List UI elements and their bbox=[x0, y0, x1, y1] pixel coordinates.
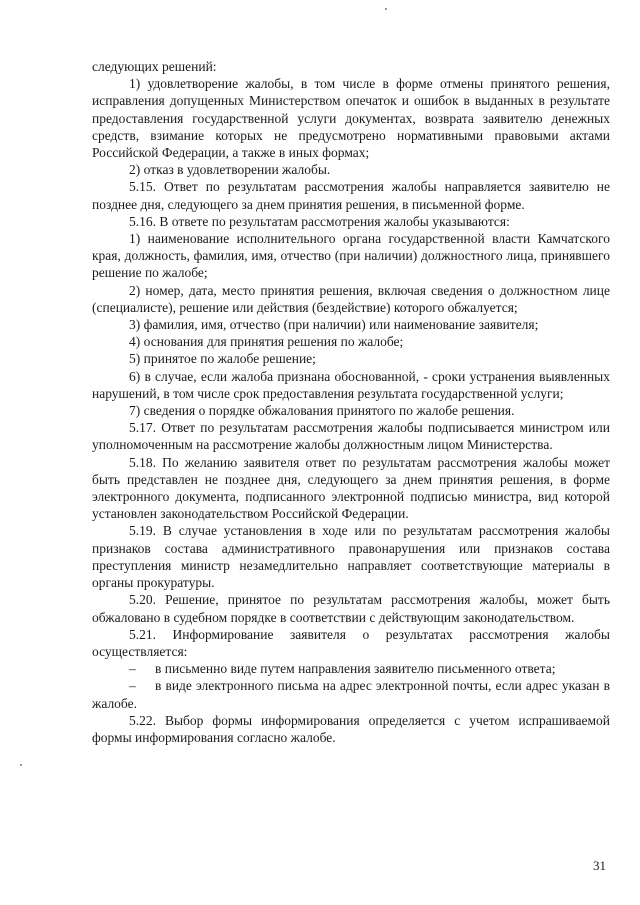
dash-marker: – bbox=[129, 678, 136, 694]
paragraph: 4) основания для принятия решения по жалобе; bbox=[129, 334, 404, 350]
paragraph: 5.19. В случае установления в ходе или по результатам рассмотрения жалобы признаков состава административного правонарушения или признаков состава преступления министр незамедлительно направляет соответствующие материалы в органы прокуратуры. bbox=[92, 523, 610, 591]
dash-marker: – bbox=[129, 661, 136, 677]
paragraph: 7) сведения о порядке обжалования принятого по жалобе решения. bbox=[129, 403, 515, 419]
paragraph: 5.15. Ответ по результатам рассмотрения жалобы направляется заявителю не позднее дня, следующего за днем принятия решения, в письменной форме. bbox=[92, 179, 610, 212]
paragraph: 5.20. Решение, принятое по результатам рассмотрения жалобы, может быть обжаловано в судебном порядке в соответствии с действующим законодательством. bbox=[92, 592, 610, 625]
document-body bbox=[92, 58, 610, 746]
scan-speck bbox=[385, 8, 387, 10]
scan-speck bbox=[20, 764, 22, 766]
paragraph: 2) отказ в удовлетворении жалобы. bbox=[129, 162, 331, 178]
list-item-text: в письменно виде путем направления заявителю письменного ответа; bbox=[155, 661, 556, 677]
paragraph: 5.17. Ответ по результатам рассмотрения жалобы подписывается министром или уполномоченным на рассмотрение жалобы должностным лицом Министерства. bbox=[92, 420, 610, 453]
paragraph: 1) наименование исполнительного органа государственной власти Камчатского края, должность, фамилия, имя, отчество (при наличии) должностного лица, принявшего решение по жалобе; bbox=[92, 231, 610, 281]
paragraph: 3) фамилия, имя, отчество (при наличии) или наименование заявителя; bbox=[129, 317, 539, 333]
paragraph: 6) в случае, если жалоба признана обоснованной, - сроки устранения выявленных нарушений, в том числе срок предоставления результата государственной услуги; bbox=[92, 368, 610, 401]
list-item-text: в виде электронного письма на адрес электронной почты, если адрес указан в жалобе. bbox=[92, 678, 610, 711]
paragraph: 2) номер, дата, место принятия решения, включая сведения о должностном лице (специалисте), решение или действия (бездействие) которого обжалуется; bbox=[92, 282, 610, 315]
paragraph: 5) принятое по жалобе решение; bbox=[129, 351, 316, 367]
paragraph: 5.18. По желанию заявителя ответ по результатам рассмотрения жалобы может быть представлен не позднее дня, следующего за днем принятия решения, в форме электронного документа, подписанного электронной подписью министра, вид которой установлен законодательством Российской Федерации. bbox=[92, 454, 610, 522]
paragraph: 5.16. В ответе по результатам рассмотрения жалобы указываются: bbox=[129, 213, 510, 229]
paragraph: следующих решений: bbox=[92, 59, 217, 74]
list-item bbox=[92, 677, 610, 711]
paragraph: 1) удовлетворение жалобы, в том числе в форме отмены принятого решения, исправления допущенных Министерством опечаток и ошибок в выданных в результате предоставления государственной услуги документах, возврата заявителю денежных средств, взимание которых не предусмотрено нормативными правовыми актами Российской Федерации, а также в иных формах; bbox=[92, 76, 610, 161]
page-number: 31 bbox=[593, 858, 606, 873]
list-item bbox=[92, 660, 610, 677]
paragraph: 5.21. Информирование заявителя о результатах рассмотрения жалобы осуществляется: bbox=[92, 626, 610, 659]
paragraph: 5.22. Выбор формы информирования определяется с учетом испрашиваемой формы информирования согласно жалобе. bbox=[92, 712, 610, 745]
